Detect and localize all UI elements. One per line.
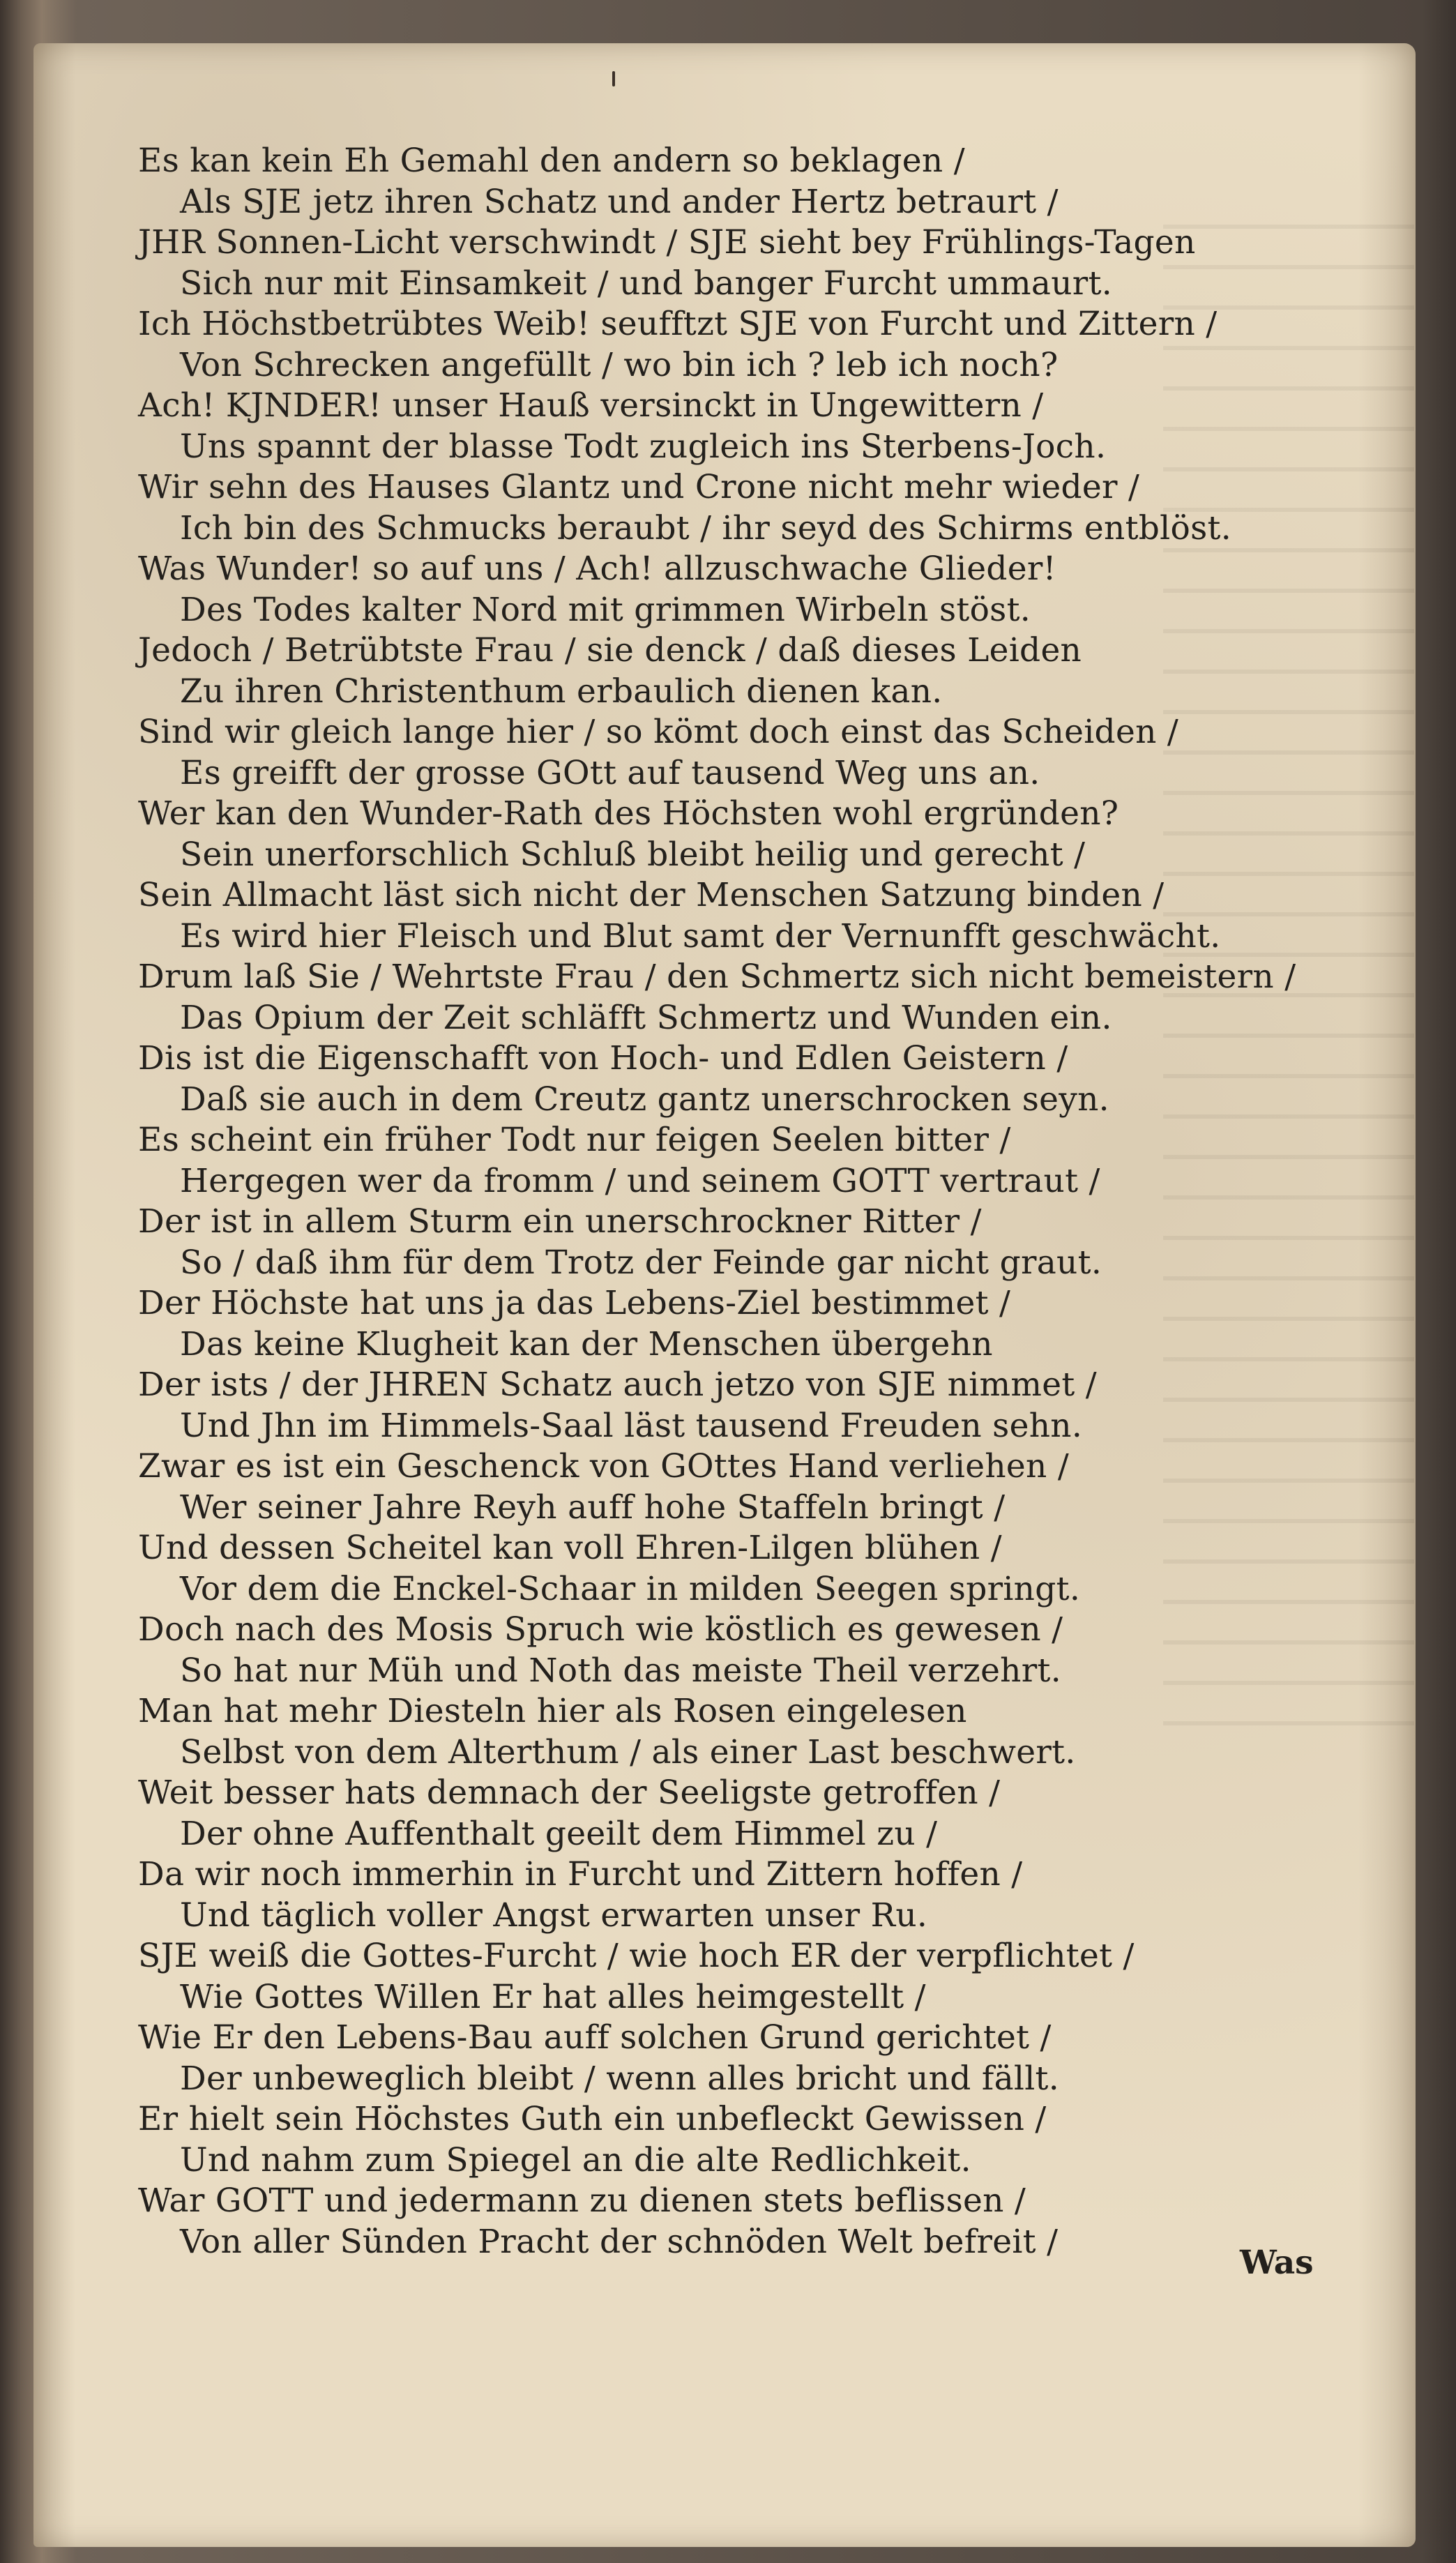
poem-line: Ach! KJNDER! unser Hauß versinckt in Ungewittern / [138, 386, 1044, 425]
document-page [33, 43, 1416, 2547]
catchword: Was [1240, 2244, 1314, 2282]
poem-line: Von Schrecken angefüllt / wo bin ich ? leb ich noch? [180, 345, 1059, 384]
poem-line: SJE weiß die Gottes-Furcht / wie hoch ER der verpflichtet / [138, 1937, 1135, 1975]
poem-line: Das keine Klugheit kan der Menschen übergehn [180, 1324, 993, 1363]
poem-line: Der ist in allem Sturm ein unerschrockner Ritter / [138, 1202, 982, 1241]
poem-line: Jedoch / Betrübtste Frau / sie denck / daß dieses Leiden [138, 631, 1082, 670]
poem-line: Weit besser hats demnach der Seeligste getroffen / [138, 1774, 1001, 1812]
poem-line: Als SJE jetz ihren Schatz und ander Hertz betraurt / [180, 182, 1059, 221]
poem-line: Man hat mehr Diesteln hier als Rosen eingelesen [138, 1692, 967, 1730]
poem-line: Der ists / der JHREN Schatz auch jetzo von SJE nimmet / [138, 1366, 1097, 1404]
poem-line: Der Höchste hat uns ja das Lebens-Ziel bestimmet / [138, 1284, 1011, 1322]
poem-line: Das Opium der Zeit schläfft Schmertz und Wunden ein. [180, 998, 1112, 1037]
poem-line: Es kan kein Eh Gemahl den andern so beklagen / [138, 142, 965, 180]
poem-line: Es scheint ein früher Todt nur feigen Seelen bitter / [138, 1121, 1011, 1159]
poem-line: War GOTT und jedermann zu dienen stets beflissen / [138, 2182, 1026, 2220]
poem-line: Und nahm zum Spiegel an die alte Redlichkeit. [180, 2140, 971, 2179]
folio-mark [612, 71, 615, 86]
poem-line: Es greifft der grosse GOtt auf tausend Weg uns an. [180, 753, 1040, 792]
poem-line: Wer kan den Wunder-Rath des Höchsten wohl ergründen? [138, 794, 1119, 833]
poem-line: Uns spannt der blasse Todt zugleich ins Sterbens-Joch. [180, 427, 1107, 466]
poem-line: Daß sie auch in dem Creutz gantz unerschrocken seyn. [180, 1080, 1109, 1119]
poem-line: Was Wunder! so auf uns / Ach! allzuschwache Glieder! [138, 550, 1056, 588]
poem-line: Von aller Sünden Pracht der schnöden Welt befreit / [180, 2222, 1059, 2261]
poem-line: Ich bin des Schmucks beraubt / ihr seyd des Schirms entblöst. [180, 508, 1231, 547]
poem-line: Selbst von dem Alterthum / als einer Last beschwert. [180, 1732, 1076, 1771]
poem-line: Es wird hier Fleisch und Blut samt der Vernunfft geschwächt. [180, 916, 1221, 955]
poem-line: Sich nur mit Einsamkeit / und banger Furcht ummaurt. [180, 264, 1112, 303]
poem-line: Sein unerforschlich Schluß bleibt heilig und gerecht / [180, 835, 1086, 874]
poem-line: So hat nur Müh und Noth das meiste Theil verzehrt. [180, 1651, 1061, 1690]
poem-line: Der unbeweglich bleibt / wenn alles bricht und fällt. [180, 2059, 1059, 2098]
poem-line: Er hielt sein Höchstes Guth ein unbefleckt Gewissen / [138, 2100, 1047, 2138]
poem-line: Wie Er den Lebens-Bau auff solchen Grund gerichtet / [138, 2018, 1052, 2057]
poem-line: JHR Sonnen-Licht verschwindt / SJE sieht bey Frühlings-Tagen [138, 223, 1196, 262]
poem-line: So / daß ihm für dem Trotz der Feinde gar nicht graut. [180, 1243, 1102, 1282]
poem-line: Und Jhn im Himmels-Saal läst tausend Freuden sehn. [180, 1406, 1083, 1445]
poem-line: Sein Allmacht läst sich nicht der Menschen Satzung binden / [138, 876, 1165, 914]
poem-line: Zwar es ist ein Geschenck von GOttes Hand verliehen / [138, 1447, 1069, 1485]
poem-line: Der ohne Auffenthalt geeilt dem Himmel zu / [180, 1814, 938, 1853]
poem-line: Des Todes kalter Nord mit grimmen Wirbeln stöst. [180, 590, 1031, 629]
poem-line: Da wir noch immerhin in Furcht und Zittern hoffen / [138, 1855, 1023, 1893]
poem-line: Zu ihren Christenthum erbaulich dienen kan. [180, 672, 943, 711]
poem-line: Dis ist die Eigenschafft von Hoch- und Edlen Geistern / [138, 1039, 1068, 1078]
poem-line: Und dessen Scheitel kan voll Ehren-Lilgen blühen / [138, 1529, 1002, 1567]
poem-line: Wir sehn des Hauses Glantz und Crone nicht mehr wieder / [138, 468, 1140, 506]
poem-line: Hergegen wer da fromm / und seinem GOTT vertraut / [180, 1161, 1100, 1200]
poem-line: Und täglich voller Angst erwarten unser Ru. [180, 1896, 928, 1935]
poem-line: Wie Gottes Willen Er hat alles heimgestellt / [180, 1977, 926, 2016]
poem-line: Sind wir gleich lange hier / so kömt doch einst das Scheiden / [138, 713, 1179, 751]
poem-line: Ich Höchstbetrübtes Weib! seufftzt SJE von Furcht und Zittern / [138, 305, 1218, 343]
poem-line: Drum laß Sie / Wehrtste Frau / den Schmertz sich nicht bemeistern / [138, 958, 1296, 996]
poem-line: Wer seiner Jahre Reyh auff hohe Staffeln bringt / [180, 1488, 1006, 1527]
poem-line: Doch nach des Mosis Spruch wie köstlich es gewesen / [138, 1610, 1063, 1649]
poem-line: Vor dem die Enckel-Schaar in milden Seegen springt. [180, 1569, 1081, 1608]
poem-text-block [138, 141, 1393, 2262]
